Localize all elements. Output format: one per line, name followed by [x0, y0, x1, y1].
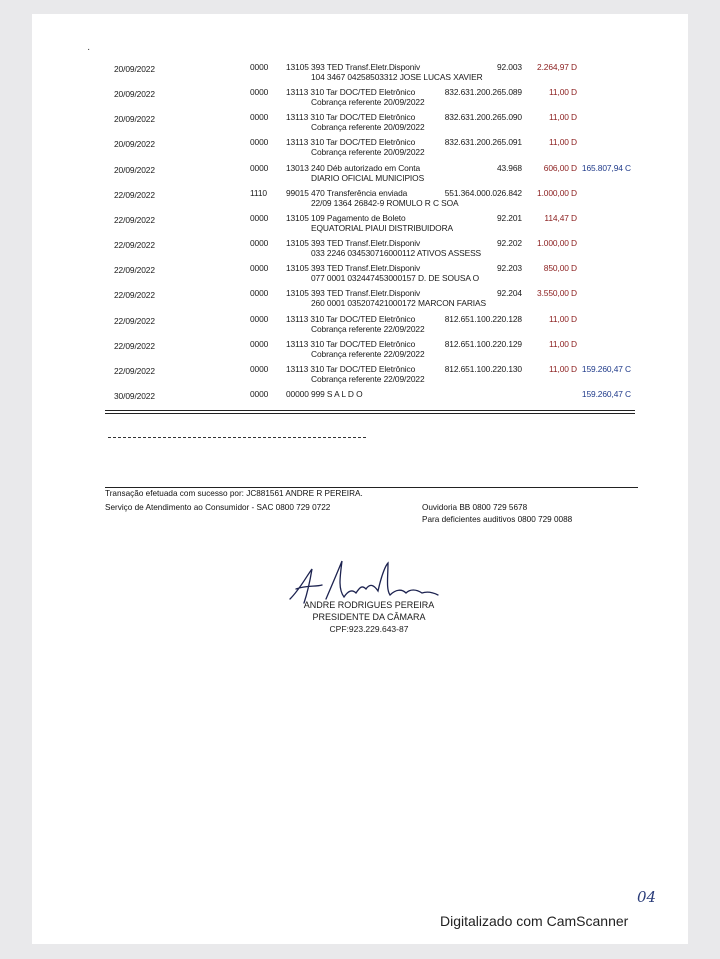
transaction-row: [32, 211, 688, 236]
transaction-value: 3.550,00 D: [537, 288, 577, 298]
transaction-row: [32, 186, 688, 211]
transaction-history: 13113 310 Tar DOC/TED Eletrônico: [286, 112, 416, 122]
transaction-date: 22/09/2022: [114, 366, 155, 376]
transaction-detail: 104 3467 04258503312 JOSE LUCAS XAVIER: [311, 72, 483, 82]
dashed-divider: [108, 437, 366, 438]
page-number: 04: [637, 888, 657, 906]
transaction-agency: 0000: [250, 112, 269, 122]
transaction-row: [32, 85, 688, 110]
transaction-row: [32, 261, 688, 286]
transaction-document: 832.631.200.265.090: [444, 112, 522, 122]
transaction-date: 30/09/2022: [114, 391, 155, 401]
transaction-document: 92.003: [496, 62, 522, 72]
transaction-document: 92.201: [496, 213, 522, 223]
transaction-value: 11,00 D: [548, 364, 577, 374]
transaction-document: 812.651.100.220.129: [444, 339, 522, 349]
transaction-document: 812.651.100.220.130: [444, 364, 522, 374]
transaction-document: 832.631.200.265.089: [444, 87, 522, 97]
transaction-date: 20/09/2022: [114, 89, 155, 99]
ouvidoria-line: Ouvidoria BB 0800 729 5678: [422, 503, 528, 512]
transaction-agency: 0000: [250, 137, 269, 147]
transaction-row: [32, 312, 688, 337]
balance-underline: [105, 413, 635, 414]
transaction-date: 22/09/2022: [114, 316, 155, 326]
transaction-row: [32, 387, 688, 412]
transaction-agency: 1110: [250, 188, 267, 198]
transaction-agency: 0000: [250, 62, 269, 72]
transaction-agency: 0000: [250, 364, 269, 374]
transaction-document: 812.651.100.220.128: [444, 314, 522, 324]
statement-page: [32, 14, 688, 944]
transaction-history: 13105 393 TED Transf.Eletr.Disponiv: [286, 288, 421, 298]
transaction-history: 13113 310 Tar DOC/TED Eletrônico: [286, 87, 416, 97]
transaction-date: 22/09/2022: [114, 341, 155, 351]
transaction-balance: 159.260,47 C: [581, 364, 631, 374]
transaction-detail: Cobrança referente 20/09/2022: [311, 122, 425, 132]
transaction-row: [32, 337, 688, 362]
transaction-detail: Cobrança referente 22/09/2022: [311, 324, 425, 334]
transaction-row: [32, 286, 688, 311]
transaction-agency: 0000: [250, 314, 269, 324]
transaction-value: 11,00 D: [548, 137, 577, 147]
scan-mark: ·: [87, 44, 91, 55]
transaction-detail: Cobrança referente 20/09/2022: [311, 147, 425, 157]
transaction-row: [32, 236, 688, 261]
transaction-document: 92.204: [496, 288, 522, 298]
transaction-value: 114,47 D: [544, 213, 577, 223]
transaction-date: 22/09/2022: [114, 215, 155, 225]
transaction-row: [32, 110, 688, 135]
transaction-row: [32, 362, 688, 387]
transaction-balance: 159.260,47 C: [581, 389, 631, 399]
transaction-date: 20/09/2022: [114, 114, 155, 124]
transaction-date: 20/09/2022: [114, 64, 155, 74]
transaction-detail: EQUATORIAL PIAUI DISTRIBUIDORA: [311, 223, 454, 233]
balance-underline: [105, 410, 635, 411]
transaction-value: 606,00 D: [543, 163, 577, 173]
transaction-value: 2.264,97 D: [537, 62, 577, 72]
transaction-detail: 260 0001 035207421000172 MARCON FARIAS: [311, 298, 486, 308]
transaction-agency: 0000: [250, 87, 269, 97]
transaction-document: 832.631.200.265.091: [444, 137, 522, 147]
transaction-history: 13113 310 Tar DOC/TED Eletrônico: [286, 364, 416, 374]
transaction-detail: Cobrança referente 22/09/2022: [311, 374, 425, 384]
sac-line: Serviço de Atendimento ao Consumidor - SAC 0800 729 0722: [105, 503, 331, 512]
transaction-history: 13105 393 TED Transf.Eletr.Disponiv: [286, 62, 421, 72]
transaction-history: 13113 310 Tar DOC/TED Eletrônico: [286, 137, 416, 147]
transaction-agency: 0000: [250, 288, 269, 298]
transaction-value: 11,00 D: [548, 87, 577, 97]
transaction-history: 13105 393 TED Transf.Eletr.Disponiv: [286, 263, 421, 273]
transaction-history: 13013 240 Déb autorizado em Conta: [286, 163, 421, 173]
viewer-background: [0, 944, 720, 959]
transaction-value: 1.000,00 D: [537, 188, 577, 198]
transaction-agency: 0000: [250, 389, 269, 399]
transaction-document: 43.968: [496, 163, 522, 173]
footer-divider: [105, 487, 638, 488]
transaction-value: 1.000,00 D: [537, 238, 577, 248]
camscanner-watermark: Digitalizado com CamScanner: [440, 913, 629, 929]
transaction-detail: Cobrança referente 22/09/2022: [311, 349, 425, 359]
transaction-row: [32, 135, 688, 160]
transaction-note: Transação efetuada com sucesso por: JC881561 ANDRE R PEREIRA.: [105, 489, 363, 498]
transaction-value: 11,00 D: [548, 339, 577, 349]
transaction-detail: 077 0001 032447453000157 D. DE SOUSA O: [311, 273, 480, 283]
transaction-date: 22/09/2022: [114, 290, 155, 300]
transaction-history: 00000 999 S A L D O: [286, 389, 363, 399]
transaction-row: [32, 161, 688, 186]
transaction-value: 11,00 D: [548, 314, 577, 324]
transaction-row: [32, 60, 688, 85]
transaction-history: 13105 393 TED Transf.Eletr.Disponiv: [286, 238, 421, 248]
transaction-agency: 0000: [250, 339, 269, 349]
signer-role: PRESIDENTE DA CÂMARA: [312, 612, 426, 622]
transaction-date: 20/09/2022: [114, 165, 155, 175]
signer-name: ANDRE RODRIGUES PEREIRA: [303, 600, 435, 610]
transaction-document: 92.202: [496, 238, 522, 248]
transaction-detail: DIARIO OFICIAL MUNICIPIOS: [311, 173, 425, 183]
transaction-history: 13113 310 Tar DOC/TED Eletrônico: [286, 314, 416, 324]
transaction-history: 13105 109 Pagamento de Boleto: [286, 213, 406, 223]
deficientes-line: Para deficientes auditivos 0800 729 0088: [422, 515, 573, 524]
transaction-history: 99015 470 Transferência enviada: [286, 188, 408, 198]
transaction-detail: Cobrança referente 20/09/2022: [311, 97, 425, 107]
transaction-detail: 22/09 1364 26842-9 ROMULO R C SOA: [311, 198, 459, 208]
transaction-agency: 0000: [250, 263, 269, 273]
transaction-value: 850,00 D: [543, 263, 577, 273]
transaction-document: 92.203: [496, 263, 522, 273]
transaction-agency: 0000: [250, 213, 269, 223]
transaction-history: 13113 310 Tar DOC/TED Eletrônico: [286, 339, 416, 349]
transaction-value: 11,00 D: [548, 112, 577, 122]
transaction-date: 22/09/2022: [114, 240, 155, 250]
transaction-agency: 0000: [250, 163, 269, 173]
transaction-date: 22/09/2022: [114, 190, 155, 200]
transaction-date: 22/09/2022: [114, 265, 155, 275]
transaction-date: 20/09/2022: [114, 139, 155, 149]
transaction-agency: 0000: [250, 238, 269, 248]
transaction-balance: 165.807,94 C: [581, 163, 631, 173]
signer-cpf: CPF:923.229.643-87: [329, 624, 409, 634]
transaction-document: 551.364.000.026.842: [444, 188, 522, 198]
transaction-detail: 033 2246 034530716000112 ATIVOS ASSESS: [311, 248, 482, 258]
